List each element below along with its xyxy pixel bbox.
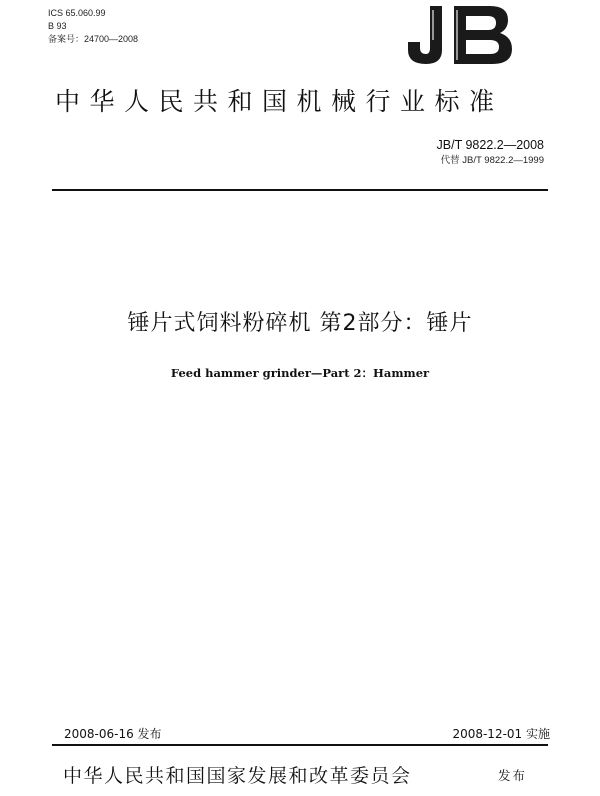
document-title-chinese: 锤片式饲料粉碎机 第2部分：锤片: [127, 311, 473, 336]
record-number: 备案号：24700—2008: [48, 34, 139, 44]
standard-number: JB/T 9822.2—2008: [436, 138, 544, 152]
standard-title: 中华人民共和国机械行业标准: [55, 87, 504, 116]
issued-label: 发布: [498, 768, 528, 783]
issue-date: 2008-06-16 发布: [64, 727, 162, 741]
implementation-date: 2008-12-01 实施: [452, 727, 550, 741]
ics-code: ICS 65.060.99: [48, 8, 106, 18]
bottom-divider: [52, 744, 548, 746]
document-title-english: Feed hammer grinder—Part 2：Hammer: [170, 366, 430, 380]
top-divider: [52, 189, 548, 191]
issuing-authority: 中华人民共和国国家发展和改革委员会: [63, 765, 412, 787]
jb-logo: [404, 2, 522, 66]
classification-code: B 93: [48, 21, 67, 31]
replaces-standard: 代替 JB/T 9822.2—1999: [440, 155, 544, 166]
